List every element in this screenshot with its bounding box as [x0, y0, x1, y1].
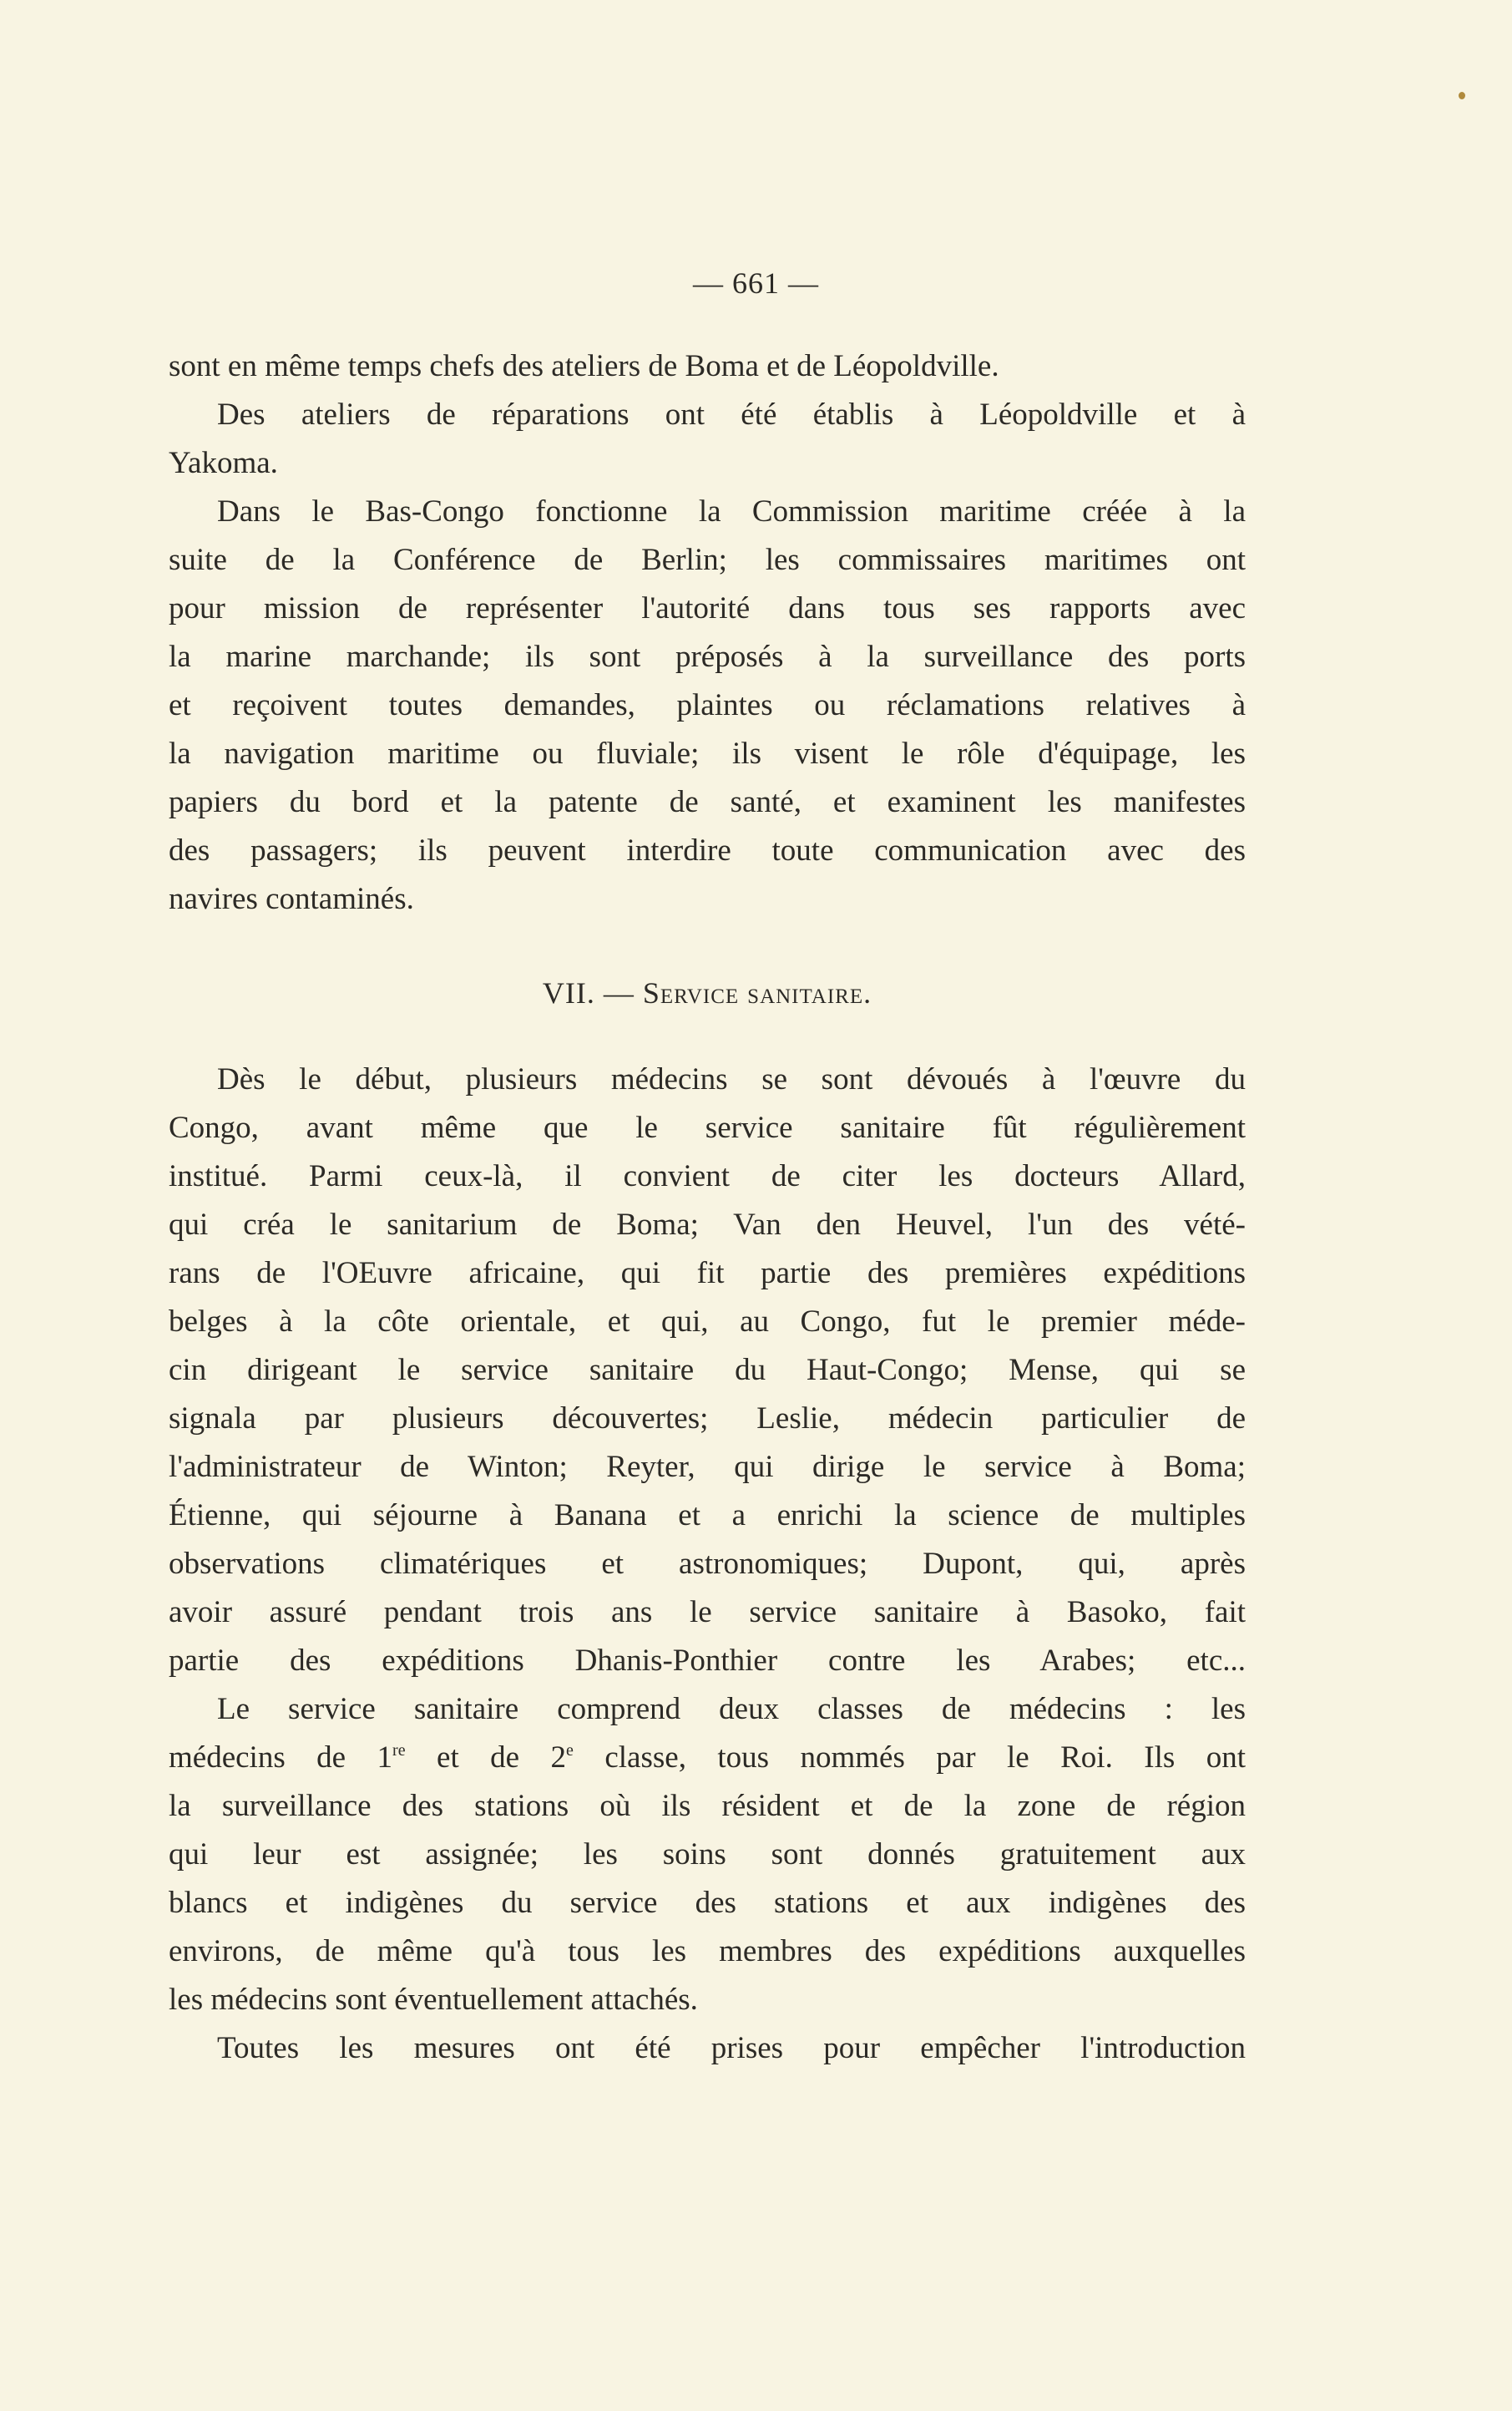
page-number: — 661 —	[693, 266, 819, 300]
text-line: l'administrateur de Winton; Reyter, qui dirige le service à Boma;	[169, 1450, 1246, 1484]
text-line: pour mission de représenter l'autorité dans tous ses rapports avec	[169, 591, 1246, 626]
text-line: sont en même temps chefs des ateliers de Boma et de Léopoldville.	[169, 349, 999, 383]
text-line: navires contaminés.	[169, 882, 414, 916]
text-line: belges à la côte orientale, et qui, au Congo, fut le premier méde-	[169, 1304, 1246, 1339]
body-text	[169, 342, 1246, 2073]
text-line: Yakoma.	[169, 446, 278, 480]
text-line: observations climatériques et astronomiques; Dupont, qui, après	[169, 1547, 1246, 1581]
text-line: et reçoivent toutes demandes, plaintes ou réclamations relatives à	[169, 688, 1246, 722]
text-line: environs, de même qu'à tous les membres des expéditions auxquelles	[169, 1934, 1246, 1968]
text-fragment: et de 2	[405, 1740, 567, 1775]
text-line: Dans le Bas-Congo fonctionne la Commission maritime créée à la	[217, 494, 1246, 529]
text-line: des passagers; ils peuvent interdire toute communication avec des	[169, 833, 1246, 868]
text-line: papiers du bord et la patente de santé, et examinent les manifestes	[169, 785, 1246, 819]
text-line: avoir assuré pendant trois ans le service sanitaire à Basoko, fait	[169, 1595, 1246, 1629]
text-line: la surveillance des stations où ils résident et de la zone de région	[169, 1789, 1246, 1823]
text-line: les médecins sont éventuellement attachés.	[169, 1983, 698, 2017]
text-line: partie des expéditions Dhanis-Ponthier contre les Arabes; etc...	[169, 1644, 1246, 1678]
text-line: la navigation maritime ou fluviale; ils visent le rôle d'équipage, les	[169, 737, 1246, 771]
text-line: rans de l'OEuvre africaine, qui fit partie des premières expéditions	[169, 1256, 1246, 1290]
text-line	[169, 1734, 1246, 1782]
section-title: Service sanitaire.	[642, 976, 872, 1010]
text-line: signala par plusieurs découvertes; Leslie, médecin particulier de	[169, 1401, 1246, 1436]
text-line: cin dirigeant le service sanitaire du Haut-Congo; Mense, qui se	[169, 1353, 1246, 1387]
text-line: Dès le début, plusieurs médecins se sont dévoués à l'œuvre du	[217, 1062, 1246, 1097]
text-line: qui créa le sanitarium de Boma; Van den Heuvel, l'un des vété-	[169, 1208, 1246, 1242]
text-line: Toutes les mesures ont été prises pour empêcher l'introduction	[217, 2031, 1246, 2065]
text-fragment: médecins de 1	[169, 1740, 393, 1775]
paper-speck	[1459, 92, 1465, 99]
section-heading	[169, 924, 1246, 1056]
text-fragment: classe, tous nommés par le Roi. Ils ont	[573, 1740, 1246, 1775]
text-line: suite de la Conférence de Berlin; les commissaires maritimes ont	[169, 543, 1246, 577]
text-line: Des ateliers de réparations ont été établis à Léopoldville et à	[217, 398, 1246, 432]
text-line: qui leur est assignée; les soins sont donnés gratuitement aux	[169, 1837, 1246, 1872]
text-line: Congo, avant même que le service sanitaire fût régulièrement	[169, 1111, 1246, 1145]
text-line: institué. Parmi ceux-là, il convient de citer les docteurs Allard,	[169, 1159, 1246, 1193]
superscript: re	[392, 1741, 406, 1760]
text-line: Le service sanitaire comprend deux classes de médecins : les	[217, 1692, 1246, 1726]
text-line: Étienne, qui séjourne à Banana et a enrichi la science de multiples	[169, 1498, 1246, 1532]
section-numeral: VII. —	[542, 976, 635, 1010]
text-line: la marine marchande; ils sont préposés à la surveillance des ports	[169, 640, 1246, 674]
superscript: e	[566, 1741, 574, 1760]
text-line: blancs et indigènes du service des stations et aux indigènes des	[169, 1886, 1246, 1920]
